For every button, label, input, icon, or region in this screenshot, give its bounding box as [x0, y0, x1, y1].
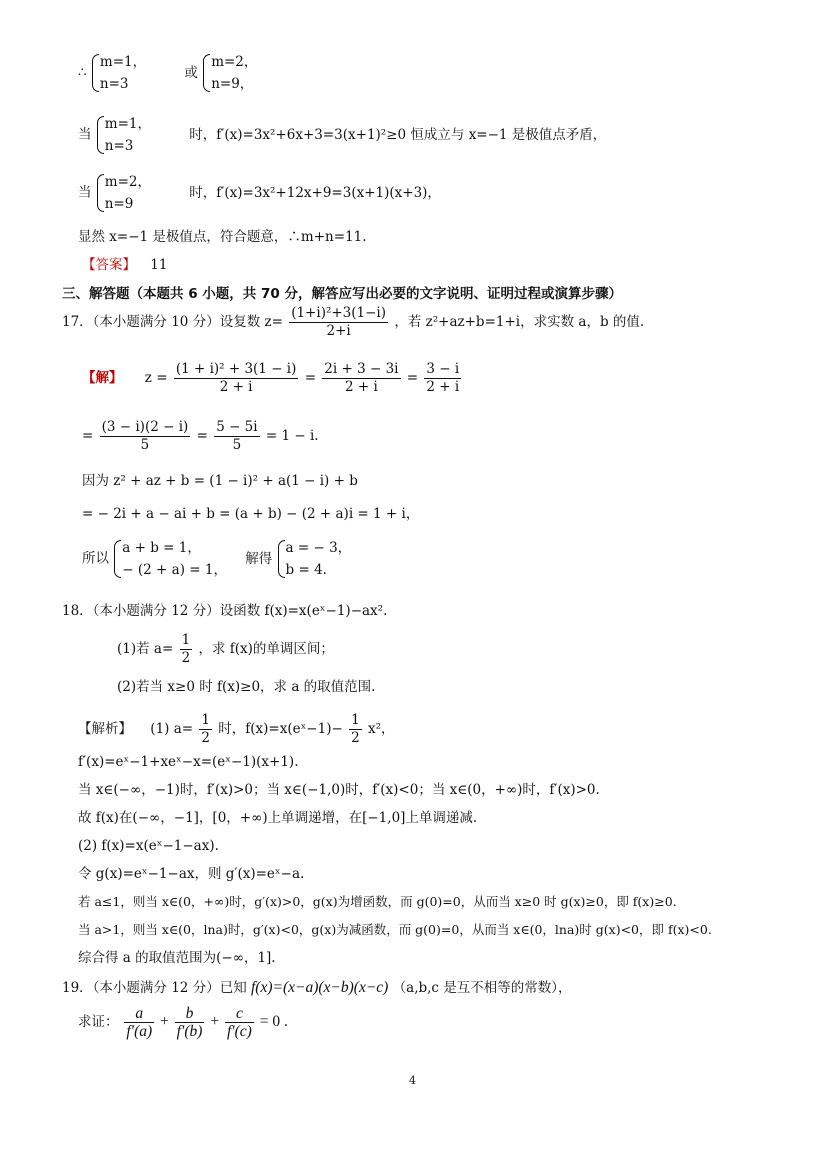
case-1-text: 时，f′(x)=3x²+6x+3=3(x+1)²≥0 恒成立与 x=−1 是极值点矛盾， [189, 126, 607, 143]
fraction-denominator: 5 [232, 437, 242, 453]
system-equations [113, 537, 227, 581]
q18-solution-line-4: 故 f(x)在(−∞，−1]，[0，+∞)上单调递增，在[−1,0]上单调递减. [78, 810, 478, 826]
fraction-denominator: 2 [201, 730, 210, 746]
q19-suffix: （a,b,c 是互不相等的常数）， [392, 980, 572, 996]
case-1-line [78, 113, 606, 157]
so-word: 所以 [82, 550, 109, 567]
when-word: 当 [78, 126, 92, 143]
q17-stem-fraction [289, 305, 388, 340]
fraction-denominator: f′(a) [126, 1023, 153, 1040]
system-solution [277, 537, 352, 581]
fraction-one-half [199, 712, 212, 747]
when-word: 当 [78, 184, 92, 201]
q17-solution-line-4: = − 2i + a − ai + b = (a + b) − (2 + a)i = 1 + i， [82, 506, 420, 522]
q18-solution-line-9: 综合得 a 的取值范围为(−∞，1]. [78, 950, 276, 966]
fraction-one-half [180, 632, 193, 667]
solution-label: 【解】 [82, 370, 123, 386]
case-2-text: 时，f′(x)=3x²+12x+9=3(x+1)(x+3)， [189, 184, 441, 201]
section-3-heading: 三、解答题（本题共 6 小题，共 70 分，解答应写出必要的文字说明、证明过程或演算步骤） [62, 286, 622, 302]
system-row: m=1， [104, 116, 151, 132]
fraction [175, 1005, 205, 1040]
q18-part-2: (2)若当 x≥0 时 f(x)≥0，求 a 的取值范围. [117, 679, 376, 695]
part-text: (1)若 a= [117, 641, 174, 657]
system-row: n=9， [211, 76, 254, 92]
system-row: a = − 3， [285, 540, 352, 556]
system-m2-n9 [202, 51, 257, 95]
q18-solution-line-7: 若 a≤1，则当 x∈(0，+∞)时，g′(x)>0，g(x)为增函数，而 g(0)=0，从而当 x≥0 时 g(x)≥0，即 f(x)≥0. [78, 894, 677, 909]
equals-sign: = [304, 370, 316, 386]
fraction-denominator: 2 + i [219, 379, 253, 395]
result-text: = 1 − i. [265, 428, 319, 444]
answer-16 [82, 256, 167, 274]
q17-stem [62, 305, 644, 340]
solution-text: x²， [367, 721, 395, 737]
q17-solution-systems [82, 537, 351, 581]
system-row: − (2 + a) = 1， [122, 562, 227, 578]
or-word: 或 [184, 64, 198, 81]
analysis-label: 【解析】 [78, 721, 132, 737]
system-row: m=2， [104, 174, 151, 190]
part-text: ，求 f(x)的单调区间； [198, 641, 334, 657]
q18-solution-line-8: 当 a>1，则当 x∈(0，lna)时，g′(x)<0，g(x)为减函数，而 g(0)=0，从而当 x∈(0，lna)时 g(x)<0，即 f(x)<0. [78, 922, 712, 937]
therefore-symbol: ∴ [78, 64, 87, 81]
q18-solution-line-5: (2) f(x)=x(eˣ−1−ax). [78, 838, 219, 854]
equals-sign: = [82, 428, 94, 444]
fraction [100, 419, 191, 454]
plus-sign: + [160, 1013, 169, 1031]
system-m1-n3 [91, 51, 146, 95]
page-number: 4 [409, 1074, 416, 1087]
fraction [214, 419, 259, 454]
fraction-denominator: 2 + i [426, 379, 460, 395]
plus-sign: + [210, 1013, 220, 1031]
q18-solution-line-3: 当 x∈(−∞，−1)时，f′(x)>0；当 x∈(−1,0)时，f′(x)<0；当 x∈(0，+∞)时，f′(x)>0. [78, 782, 600, 798]
system-row: b = 4. [285, 562, 327, 578]
q18-solution-line-2: f′(x)=eˣ−1+xeˣ−x=(eˣ−1)(x+1). [78, 754, 299, 770]
q18-stem: 18．（本小题满分 12 分）设函数 f(x)=x(eˣ−1)−ax². [62, 603, 388, 619]
equals-sign: = [406, 370, 419, 386]
equals-zero: = 0 . [259, 1013, 288, 1031]
answer-label: 【答案】 [82, 257, 136, 273]
case-1-system [96, 113, 151, 157]
case-2-system [96, 171, 151, 215]
prove-word: 求证： [78, 1014, 119, 1031]
fraction [124, 1005, 154, 1040]
system-row: a + b = 1， [122, 540, 201, 556]
fraction-numerator: b [175, 1005, 205, 1023]
fraction [174, 361, 299, 396]
fraction-one-half [349, 712, 362, 747]
equals-sign: = [196, 428, 208, 444]
q19-prefix: 19．（本小题满分 12 分）已知 [62, 980, 247, 996]
fraction-denominator: 5 [140, 437, 150, 453]
system-row: n=3 [99, 76, 129, 92]
q17-solution-line-1 [82, 361, 463, 396]
solution-text: (1) a= [150, 721, 194, 737]
q19-prove-line [78, 1005, 288, 1040]
q18-solution-line-1 [78, 712, 395, 747]
q17-solution-line-3: 因为 z² + az + b = (1 − i)² + a(1 − i) + b [82, 473, 358, 489]
fraction-denominator: f′(b) [176, 1023, 203, 1040]
fraction [322, 361, 400, 396]
fraction-denominator: 2 [181, 650, 191, 666]
conclusion-16: 显然 x=−1 是极值点，符合题意，∴m+n=11. [78, 229, 367, 245]
system-row: m=2， [211, 54, 258, 70]
therefore-systems-line [78, 51, 257, 95]
solve-word: 解得 [245, 550, 273, 567]
system-row: n=3 [104, 138, 134, 154]
system-row: n=9 [104, 196, 134, 212]
fraction [424, 361, 461, 396]
q19-formula: f(x)=(x−a)(x−b)(x−c) [251, 979, 389, 996]
solution-text: 时，f(x)=x(eˣ−1)− [218, 721, 343, 737]
fraction-numerator: 1 [351, 712, 360, 728]
q19-stem [62, 979, 572, 997]
q18-part-1 [117, 632, 334, 667]
fraction-numerator: 3 − i [426, 361, 460, 377]
fraction-numerator: 1 [201, 712, 210, 728]
z-equals: z = [144, 370, 168, 386]
q18-solution-line-6: 令 g(x)=eˣ−1−ax，则 g′(x)=eˣ−a. [78, 866, 305, 882]
fraction [225, 1005, 254, 1040]
fraction-numerator: 2i + 3 − 3i [324, 361, 399, 377]
q17-suffix: ，若 z²+az+b=1+i，求实数 a，b 的值. [394, 314, 645, 330]
fraction-numerator: (3 − i)(2 − i) [101, 419, 189, 435]
fraction-numerator: (1 + i)² + 3(1 − i) [175, 361, 297, 377]
answer-value: 11 [150, 257, 168, 273]
case-2-line [78, 171, 441, 215]
fraction-numerator: (1+i)²+3(1−i) [291, 305, 387, 321]
fraction-numerator: 1 [181, 632, 191, 648]
q17-prefix: 17．（本小题满分 10 分）设复数 z= [62, 314, 283, 330]
fraction-denominator: f′(c) [226, 1023, 252, 1040]
q17-solution-line-2 [82, 419, 319, 454]
fraction-denominator: 2 + i [344, 379, 378, 395]
fraction-numerator: a [124, 1005, 154, 1023]
fraction-denominator: 2 [351, 730, 360, 746]
fraction-numerator: c [225, 1005, 254, 1023]
system-row: m=1， [99, 54, 147, 70]
fraction-numerator: 5 − 5i [216, 419, 258, 435]
fraction-denominator: 2+i [326, 323, 351, 339]
